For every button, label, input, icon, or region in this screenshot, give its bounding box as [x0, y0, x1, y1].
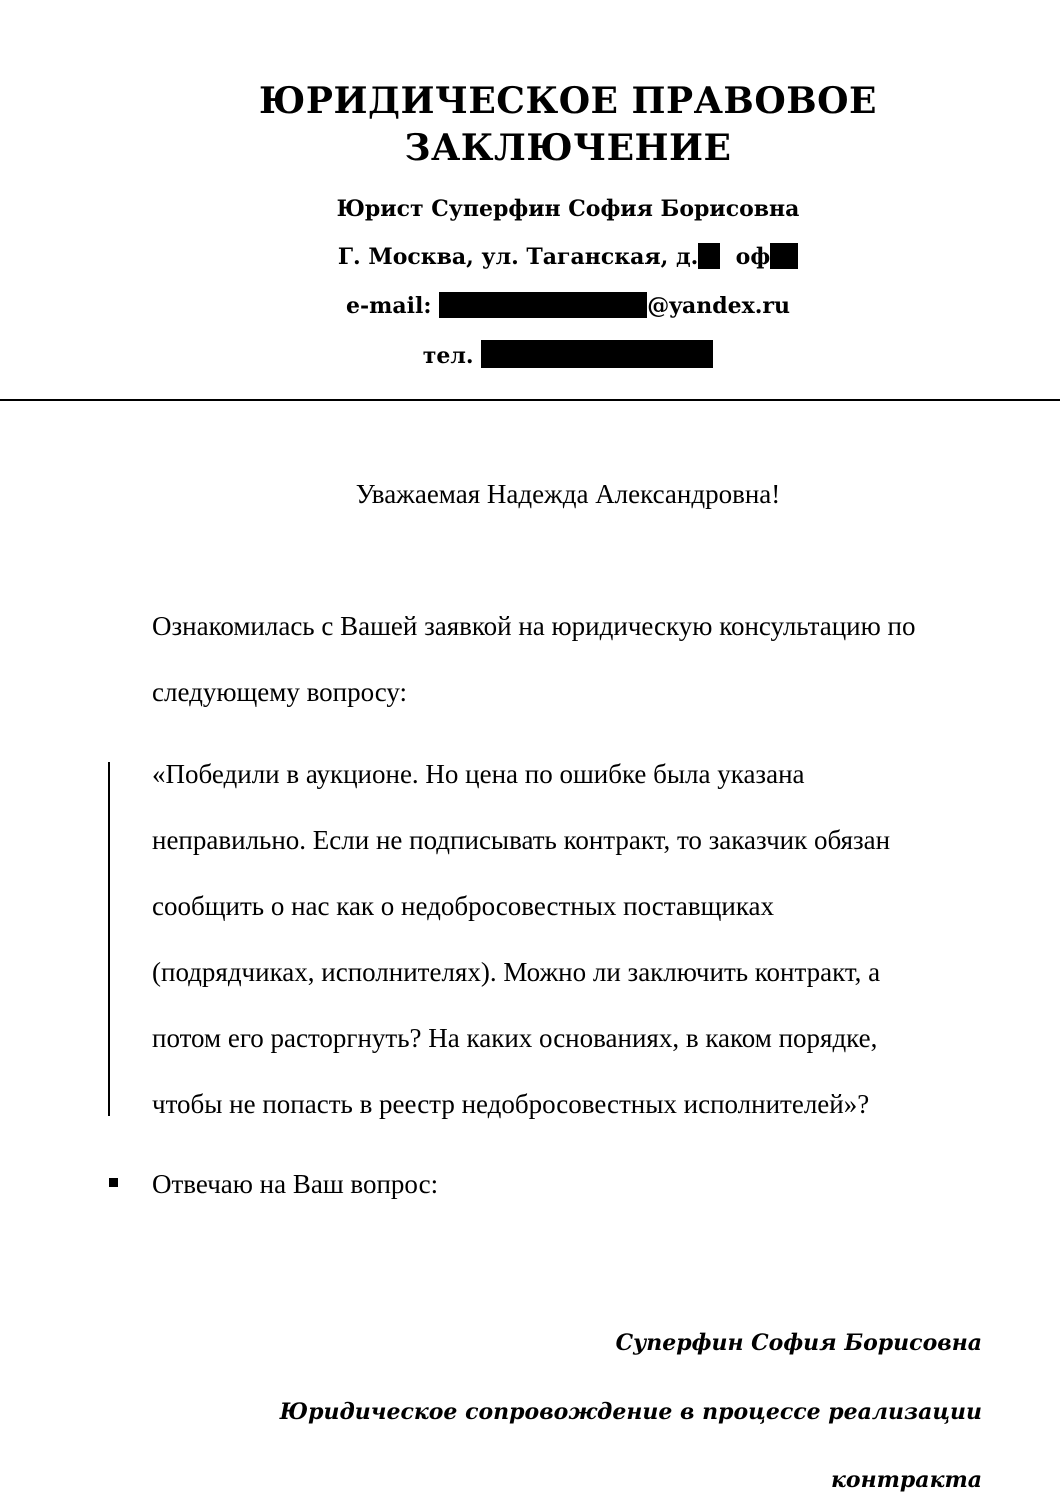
title-line-1: ЮРИДИЧЕСКОЕ ПРАВОВОЕ	[259, 80, 877, 122]
address-line	[0, 242, 1060, 272]
document-title	[0, 78, 1060, 172]
redacted-phone	[481, 340, 713, 368]
greeting: Уважаемая Надежда Александровна!	[355, 479, 781, 509]
quote-line-3: сообщить о нас как о недобросовестных поставщиках	[152, 891, 775, 921]
phone-line	[0, 340, 1060, 371]
redacted-email-user	[439, 292, 647, 318]
signature-role-line-1: Юридическое сопровождение в процессе реализации	[279, 1399, 982, 1425]
quote-line-1: «Победили в аукционе. Но цена по ошибке была указана	[152, 759, 805, 789]
signature-name: Суперфин София Борисовна	[615, 1330, 982, 1356]
quote-bar	[108, 762, 110, 1116]
header-divider	[0, 399, 1060, 401]
signature-role-line-2: контракта	[831, 1467, 982, 1493]
email-line	[0, 291, 1060, 321]
redacted-office-number	[770, 243, 798, 269]
quote-line-6: чтобы не попасть в реестр недобросовестных исполнителей»?	[152, 1089, 870, 1119]
phone-label: тел.	[422, 343, 474, 369]
redacted-house-number	[698, 243, 720, 269]
intro-line-2: следующему вопросу:	[152, 677, 408, 707]
address-office: оф	[735, 244, 771, 270]
quote-line-2: неправильно. Если не подписывать контракт, то заказчик обязан	[152, 825, 891, 855]
quote-line-5: потом его расторгнуть? На каких основаниях, в каком порядке,	[152, 1023, 878, 1053]
email-domain: @yandex.ru	[647, 293, 790, 319]
lawyer-name: Юрист Суперфин София Борисовна	[336, 196, 800, 222]
quote-line-4: (подрядчиках, исполнителях). Можно ли заключить контракт, а	[152, 957, 881, 987]
address-prefix: Г. Москва, ул. Таганская, д.	[337, 244, 699, 270]
title-line-2: ЗАКЛЮЧЕНИЕ	[404, 127, 732, 169]
email-label: e-mail:	[346, 293, 432, 319]
intro-line-1: Ознакомилась с Вашей заявкой на юридическую консультацию по	[152, 611, 916, 641]
answer-intro: Отвечаю на Ваш вопрос:	[152, 1169, 439, 1199]
bullet-square-icon	[109, 1178, 118, 1187]
